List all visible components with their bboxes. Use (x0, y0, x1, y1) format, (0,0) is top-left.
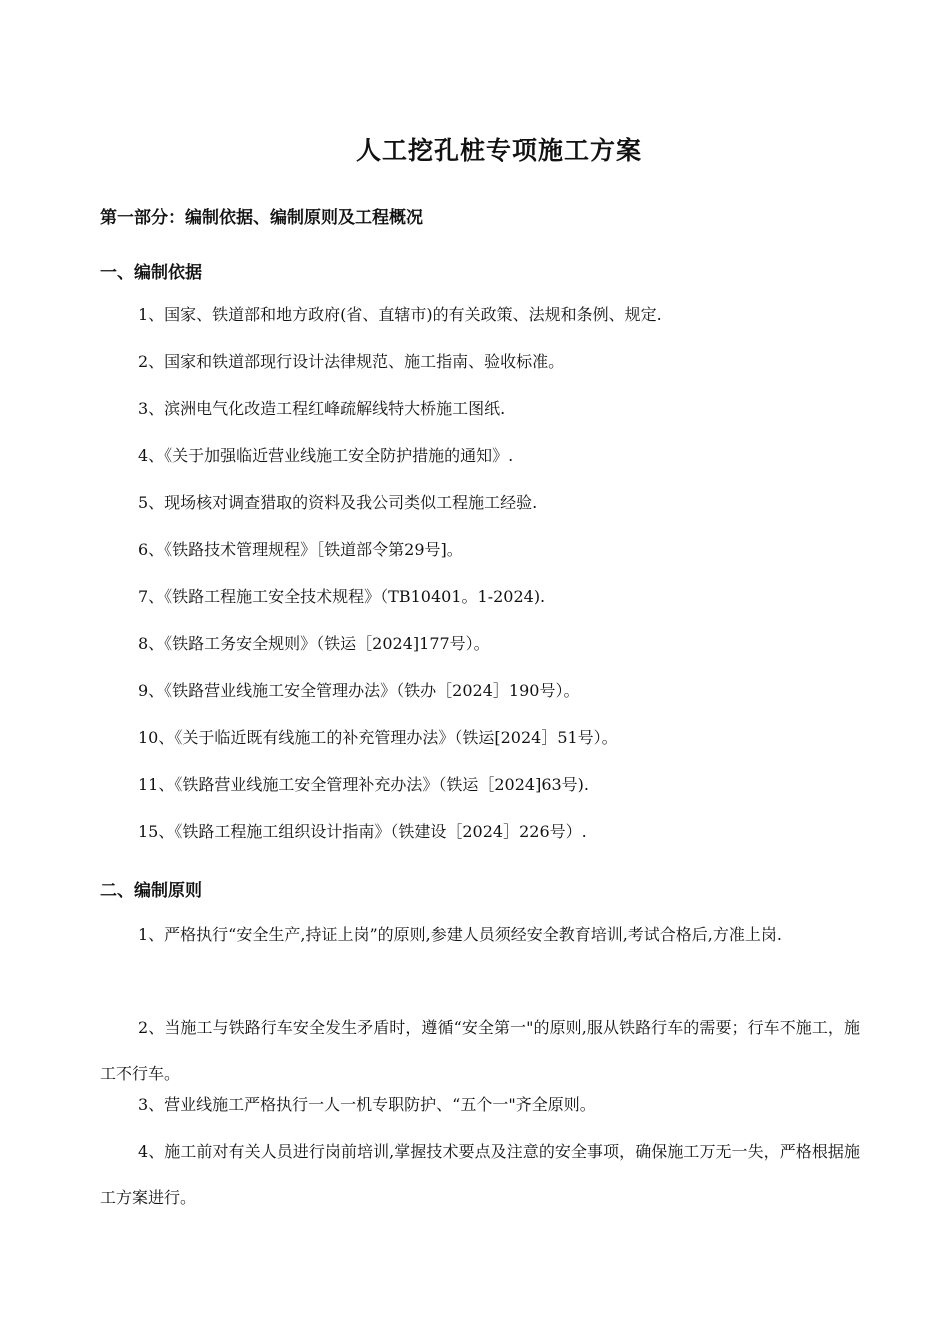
list-item: 3、滨洲电气化改造工程红峰疏解线特大桥施工图纸. (138, 399, 506, 418)
list-item: 5、现场核对调查猎取的资料及我公司类似工程施工经验. (138, 493, 538, 512)
list-item: 8、《铁路工务安全规则》（铁运［2024]177号）。 (138, 634, 490, 653)
principle-paragraph: 1、严格执行“安全生产,持证上岗”的原则,参建人员须经安全教育培训,考试合格后,方准上岗. (138, 925, 782, 944)
list-item: 1、国家、铁道部和地方政府(省、直辖市)的有关政策、法规和条例、规定. (138, 305, 662, 324)
document-title: 人工挖孔桩专项施工方案 (355, 136, 642, 165)
list-item: 15、《铁路工程施工组织设计指南》（铁建设［2024］226号）. (138, 822, 587, 841)
list-item: 6、《铁路技术管理规程》［铁道部令第29号]。 (138, 540, 463, 559)
list-item: 7、《铁路工程施工安全技术规程》（TB10401。1-2024). (138, 587, 546, 606)
section-heading-basis: 一、编制依据 (100, 263, 202, 283)
principle-paragraph: 2、当施工与铁路行车安全发生矛盾时，遵循“安全第一"的原则,服从铁路行车的需要；行车不施工，施工不行车。 (100, 1018, 860, 1083)
part-heading: 第一部分：编制依据、编制原则及工程概况 (100, 208, 423, 228)
list-item: 4、《关于加强临近营业线施工安全防护措施的通知》. (138, 446, 514, 465)
section-heading-principles: 二、编制原则 (100, 881, 202, 901)
list-item: 10、《关于临近既有线施工的补充管理办法》（铁运[2024］51号）。 (138, 728, 618, 747)
list-item: 2、国家和铁道部现行设计法律规范、施工指南、验收标准。 (138, 352, 565, 371)
list-item: 11、《铁路营业线施工安全管理补充办法》（铁运［2024]63号). (138, 775, 590, 794)
list-item: 9、《铁路营业线施工安全管理办法》（铁办［2024］190号）。 (138, 681, 580, 700)
principle-paragraph: 3、营业线施工严格执行一人一机专职防护、“五个一"齐全原则。 (138, 1095, 596, 1114)
principle-paragraph: 4、施工前对有关人员进行岗前培训,掌握技术要点及注意的安全事项，确保施工万无一失，严格根据施工方案进行。 (100, 1142, 860, 1207)
